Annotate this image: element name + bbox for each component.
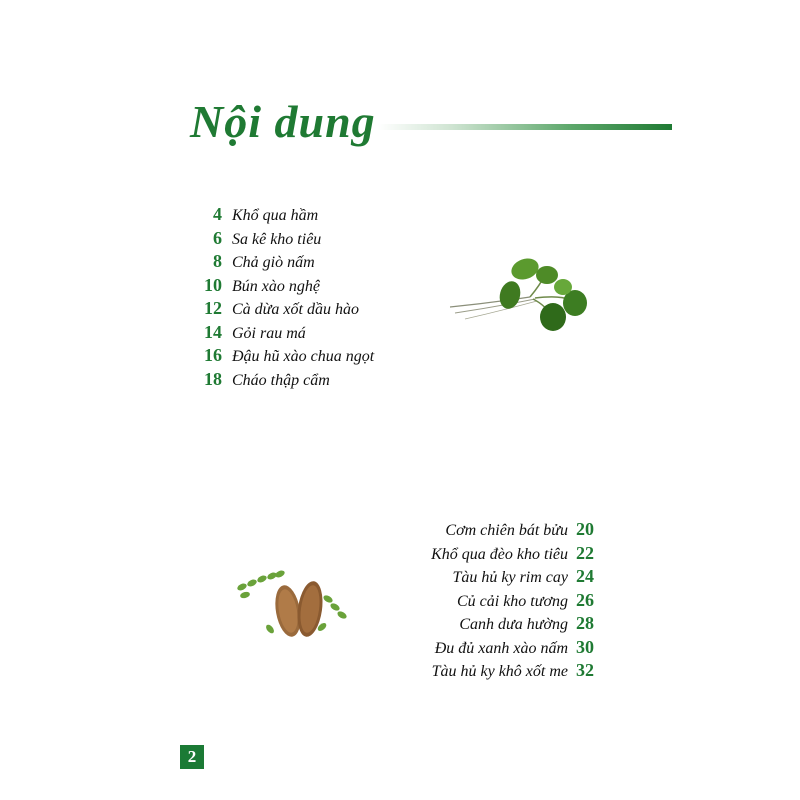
- toc-page-number: 4: [213, 204, 222, 224]
- title-underline-bar: [378, 124, 672, 130]
- toc-entry[interactable]: [431, 519, 606, 543]
- toc-page-number: 28: [576, 613, 594, 633]
- toc-page-number: 26: [576, 589, 594, 610]
- toc-entry[interactable]: [431, 543, 606, 567]
- toc-title: Canh dưa hường: [459, 616, 568, 633]
- toc-entry[interactable]: [190, 322, 374, 346]
- herb-leaf-illustration: [445, 255, 595, 345]
- toc-title: Khổ qua hầm: [232, 207, 319, 224]
- page-title: Nội dung: [190, 96, 376, 147]
- toc-right-list: [431, 519, 606, 684]
- toc-title: Khổ qua đèo kho tiêu: [431, 545, 568, 563]
- toc-page-number: 22: [576, 542, 594, 563]
- toc-entry[interactable]: [190, 204, 374, 228]
- page-number-badge: 2: [180, 745, 204, 769]
- toc-page-number: 32: [576, 660, 594, 680]
- toc-entry[interactable]: [431, 566, 606, 590]
- toc-title: Cháo thập cẩm: [232, 371, 330, 389]
- toc-title: Tàu hủ ky rim cay: [452, 569, 568, 586]
- toc-entry[interactable]: [431, 613, 606, 637]
- toc-entry[interactable]: [190, 251, 374, 275]
- toc-title: Bún xào nghệ: [232, 277, 320, 295]
- toc-entry[interactable]: [190, 298, 374, 322]
- toc-entry[interactable]: [190, 228, 374, 252]
- toc-entry[interactable]: [431, 637, 606, 661]
- toc-title: Chả giò nấm: [232, 254, 315, 271]
- toc-entry[interactable]: [190, 345, 374, 369]
- toc-page-number: 6: [213, 227, 222, 248]
- toc-page-number: 30: [576, 636, 594, 657]
- toc-title: Sa kê kho tiêu: [232, 230, 322, 248]
- toc-title: Củ cải kho tương: [456, 592, 568, 610]
- toc-title: Cà dừa xốt dầu hào: [232, 301, 359, 318]
- toc-title: Đậu hũ xào chua ngọt: [232, 348, 375, 365]
- toc-left-list: [190, 204, 374, 392]
- toc-page-number: 14: [204, 321, 222, 342]
- toc-page-number: 8: [213, 251, 222, 271]
- toc-page-number: 24: [576, 566, 594, 586]
- toc-entry[interactable]: [431, 660, 606, 684]
- toc-page-number: 12: [204, 298, 222, 318]
- tamarind-illustration: [230, 565, 355, 645]
- toc-entry[interactable]: [190, 275, 374, 299]
- toc-page-number: 16: [204, 345, 222, 365]
- toc-title: Cơm chiên bát bửu: [445, 522, 568, 539]
- toc-entry[interactable]: [190, 369, 374, 393]
- toc-title: Tàu hủ ky khô xốt me: [431, 663, 568, 680]
- toc-title: Gỏi rau má: [232, 324, 306, 342]
- toc-page-number: 10: [204, 274, 222, 295]
- toc-page-number: 18: [204, 368, 222, 389]
- toc-page-number: 20: [576, 519, 594, 539]
- toc-entry[interactable]: [431, 590, 606, 614]
- toc-title: Đu đủ xanh xào nấm: [434, 639, 568, 657]
